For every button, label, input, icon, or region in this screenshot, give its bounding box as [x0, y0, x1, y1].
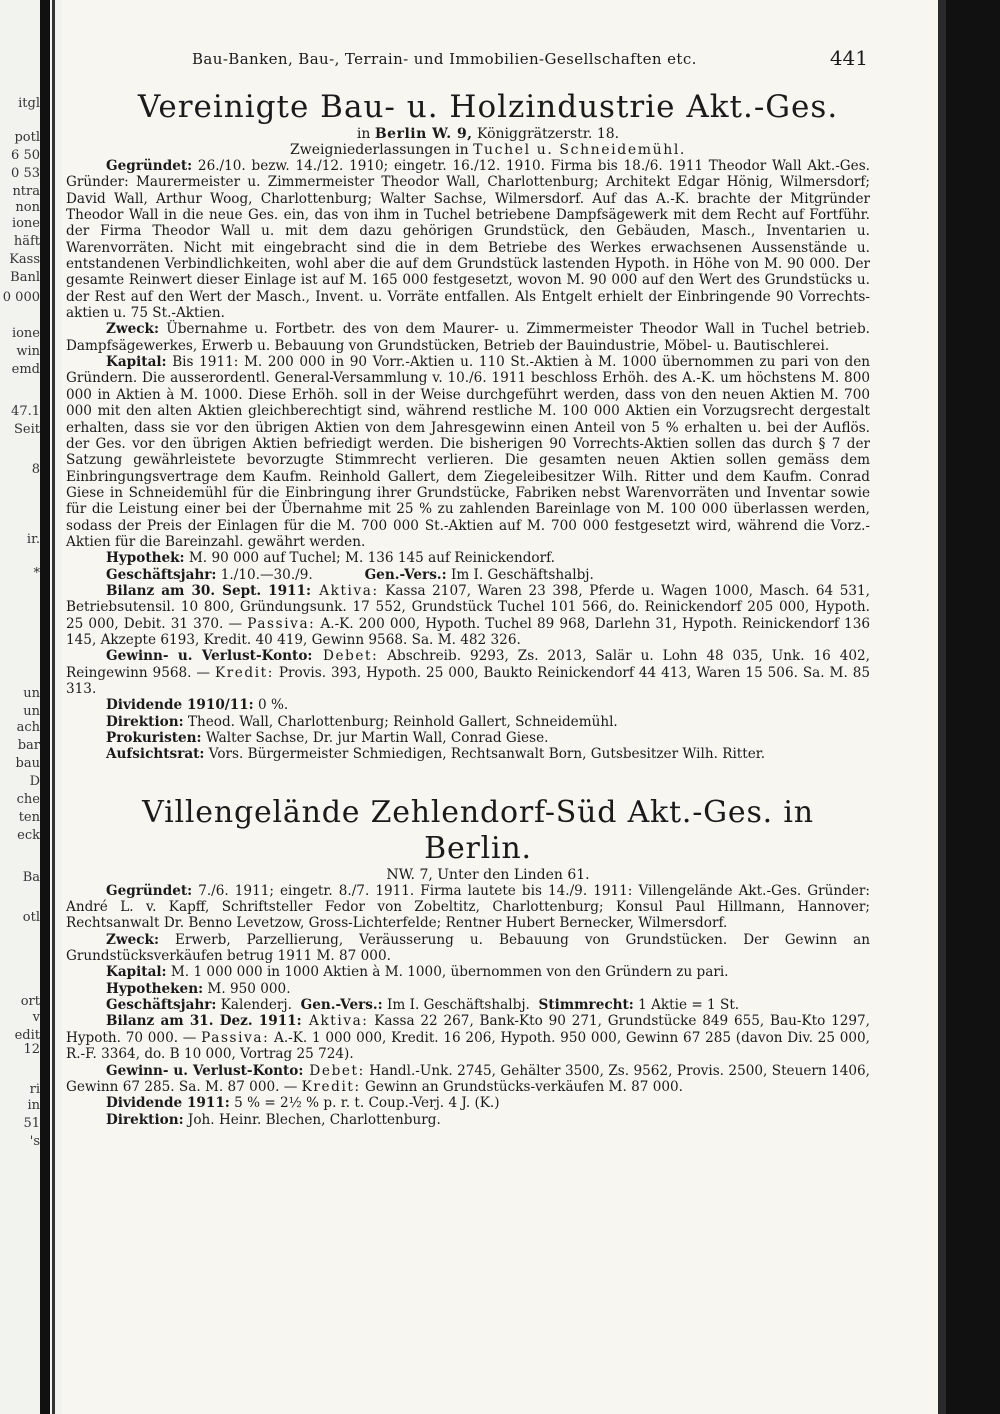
- section-label: Dividende 1911:: [106, 1095, 230, 1112]
- section-text: Abschreib. 9293, Zs. 2013, Salär u. Lohn 48 035, Unk. 16 402, Reingewinn 9568. —: [66, 648, 870, 681]
- section-kapital: [66, 354, 870, 550]
- location-street: Königgrätzerstr. 18.: [472, 126, 620, 142]
- adjacent-page-fragment: emd: [11, 362, 40, 377]
- section-text: Im I. Geschäftshalbj.: [382, 997, 530, 1014]
- running-title: Bau-Banken, Bau-, Terrain- und Immobilien-Gesellschaften etc.: [192, 50, 697, 68]
- section-geschaeftsjahr: [66, 567, 870, 583]
- section-label: Geschäftsjahr:: [106, 566, 217, 583]
- section-zweck: [66, 932, 870, 965]
- section-dividende: [66, 697, 870, 713]
- section-text: Provis. 393, Hypoth. 25 000, Baukto Reinickendorf 44 413, Waren 15 506. Sa. M. 85 313.: [66, 664, 870, 697]
- section-gegruendet: [66, 883, 870, 932]
- section-prokuristen: [66, 730, 870, 746]
- adjacent-page-fragment: Banl: [10, 270, 40, 285]
- page-content: [62, 82, 870, 1128]
- section-text: Joh. Heinr. Blechen, Charlottenburg.: [183, 1111, 441, 1128]
- section-gewinn-verlust: [66, 1063, 870, 1096]
- section-label: Hypotheken:: [106, 980, 204, 997]
- section-text: Im I. Geschäftshalbj.: [446, 566, 594, 583]
- branch-places: Tuchel u. Schneidemühl.: [473, 142, 686, 158]
- section-label: Gewinn- u. Verlust-Konto:: [106, 648, 313, 665]
- adjacent-page-fragment: Ba: [22, 870, 40, 885]
- page-edge-shadow: [938, 0, 946, 1414]
- section-label: Zweck:: [106, 931, 159, 948]
- section-label: Gegründet:: [106, 158, 193, 174]
- adjacent-page-fragment: ach: [16, 720, 40, 735]
- adjacent-page-fragment: win: [16, 344, 40, 359]
- section-label: Kapital:: [106, 964, 167, 981]
- adjacent-page-fragment: potl: [14, 130, 40, 145]
- adjacent-page-fragment: itgl: [18, 96, 40, 111]
- adjacent-page-fragment: 12: [23, 1042, 40, 1057]
- adjacent-page-fragment: che: [16, 792, 40, 807]
- section-aufsichtsrat: [66, 746, 870, 762]
- section-direktion: [66, 714, 870, 730]
- section-label: Aufsichtsrat:: [106, 746, 205, 763]
- adjacent-page-fragment: bar: [17, 738, 40, 753]
- adjacent-page-fragment: *: [33, 566, 40, 581]
- section-gegruendet: [66, 158, 870, 321]
- section-label: Dividende 1910/11:: [106, 697, 254, 714]
- company-address: NW. 7, Unter den Linden 61.: [386, 866, 590, 883]
- section-hypothek: [66, 550, 870, 566]
- company-branches: [106, 142, 870, 158]
- section-text: 1 Aktie = 1 St.: [633, 997, 740, 1014]
- section-text: Kassa 2107, Waren 23 398, Pferde u. Wagen 1000, Masch. 64 531, Betriebsutensil. 10 800, Gründungsunk. 17 552, Grundstück Tuchel 101 566, do. Reinickendorf 205 000, Hypoth. 25 000, Debit. 31 370. —: [66, 582, 870, 632]
- aktiva-label: Aktiva:: [301, 1013, 369, 1030]
- adjacent-page-fragment: un: [23, 704, 40, 719]
- company-title: Villengelände Zehlendorf-Süd Akt.-Ges. in Berlin.: [142, 794, 814, 866]
- binding-line: [52, 0, 55, 1414]
- kredit-label: Kredit:: [214, 664, 274, 681]
- section-text: 0 %.: [253, 697, 289, 714]
- section-text: 7./6. 1911; eingetr. 8./7. 1911. Firma lautete bis 14./9. 1911: Villengelände Akt.-Ges. Gründer: André L. v. Kapff, Schriftsteller Fedor von Zobeltitz, Charlottenburg; Konsul Paul Hillmann, Hannover; Rechtsanwalt Dr. Benno Levetzow, Gross-Lichterfelde; Rentner Hubert Bernecker, Wilmersdorf.: [66, 882, 870, 932]
- section-hypotheken: [66, 981, 870, 997]
- section-bilanz: [66, 1013, 870, 1062]
- section-text: Handl.-Unk. 2745, Gehälter 3500, Zs. 9562, Provis. 2500, Steuern 1406, Gewinn 67 285. Sa. M. 87 000. —: [66, 1062, 870, 1095]
- section-text: Vors. Bürgermeister Schmiedigen, Rechtsanwalt Born, Gutsbesitzer Wilh. Ritter.: [204, 746, 766, 763]
- section-label: Bilanz am 31. Dez. 1911:: [106, 1013, 302, 1030]
- section-text: M. 1 000 000 in 1000 Aktien à M. 1000, übernommen von den Gründern zu pari.: [166, 964, 729, 981]
- adjacent-page-fragment: otl: [22, 910, 40, 925]
- section-label: Direktion:: [106, 713, 184, 730]
- section-text: M. 950 000.: [203, 980, 291, 997]
- company-location: [106, 126, 870, 142]
- binding-shadow: [40, 0, 50, 1414]
- section-text: Walter Sachse, Dr. jur Martin Wall, Conrad Giese.: [201, 730, 549, 747]
- adjacent-page-fragment: eck: [17, 828, 40, 843]
- section-text: Kalenderj.: [216, 997, 292, 1014]
- adjacent-page-fragment: 8: [31, 462, 40, 477]
- adjacent-page-fragment: Kass: [9, 252, 40, 267]
- adjacent-page-fragment: 0 53: [11, 166, 40, 181]
- adjacent-page-fragment: ten: [18, 810, 40, 825]
- section-direktion: [66, 1112, 870, 1128]
- section-dividende: [66, 1095, 870, 1111]
- section-text: Bis 1911: M. 200 000 in 90 Vorr.-Aktien u. 110 St.-Aktien à M. 1000 übernommen zu pari von den Gründern. Die ausserordentl. General-Versammlung v. 10./6. 1911 beschloss Erhöh. des A.-K. um höchstens M. 800 000 in Aktien à M. 1000. Diese Erhöh. soll in der Weise durchgeführt werden, dass von den neuen Aktien M. 700 000 mit den alten Aktien gleichberechtigt sind, während restliche M. 100 000 Aktien ein Vorzugsrecht dergestalt erhalten, dass sie vor den übrigen Aktien von dem Jahresgewinn einen Anteil von 5 % erhalten u. bei der Auflös. der Ges. vor den übrigen Aktien befriedigt werden. Die bisherigen 90 Vorrechts-Aktien sollen das durch § 7 der Satzung gewährleistete bevorzugte Stimmrecht verlieren. Die gesamten neuen Aktien sollen gemäss dem Einbringungsvertrage dem Kaufm. Reinhold Gallert, dem Ziegeleibesitzer Wilh. Ritter und dem Kaufm. Conrad Giese in Schneidemühl für die Einbringung ihrer Grundstücke, Fabriken nebst Warenvorräten und Inventar sowie für die Leistung einer bei der Übernahme mit 25 % zu zahlenden Bareinlage von M. 100 000 überlassen werden, sodass der Preis der Einlagen für die M. 700 000 St.-Aktien auf M. 700 000 festgesetzt wird, während die Vorz.-Aktien für die Bareinzahl. gewährt werden.: [66, 354, 870, 550]
- branch-prefix: Zweigniederlassungen in: [290, 142, 474, 158]
- section-zweck: [66, 321, 870, 354]
- section-label: Zweck:: [106, 321, 159, 338]
- location-prefix: in: [356, 126, 375, 142]
- section-label: Hypothek:: [106, 550, 185, 567]
- section-bilanz: [66, 583, 870, 648]
- adjacent-page-fragment: bau: [15, 756, 40, 771]
- adjacent-page-fragment: non: [15, 200, 40, 215]
- section-text: Erwerb, Parzellierung, Veräusserung u. Bebauung von Grundstücken. Der Gewinn an Grundstücksverkäufen betrug 1911 M. 87 000.: [66, 931, 870, 965]
- adjacent-page-fragment: Seit: [14, 422, 40, 437]
- passiva-label: Passiva:: [247, 615, 316, 632]
- section-label: Gen.-Vers.:: [300, 997, 383, 1014]
- section-label: Stimmrecht:: [538, 997, 634, 1014]
- adjacent-page-fragment: ri: [29, 1082, 40, 1097]
- section-text: Kassa 22 267, Bank-Kto 90 271, Grundstücke 849 655, Bau-Kto 1297, Hypoth. 70 000. —: [66, 1013, 870, 1046]
- section-text: Theod. Wall, Charlottenburg; Reinhold Gallert, Schneidemühl.: [183, 713, 618, 730]
- passiva-label: Passiva:: [201, 1029, 270, 1046]
- location-city: Berlin W. 9,: [374, 126, 473, 142]
- document-page: [62, 0, 938, 1414]
- adjacent-page-fragment: häft: [13, 234, 40, 249]
- section-text: A.-K. 200 000, Hypoth. Tuchel 89 968, Darlehn 31, Hypoth. Reinickendorf 136 145, Akzepte 6193, Kredit. 40 419, Gewinn 9568. Sa. M. 482 326.: [66, 615, 870, 648]
- section-label: Geschäftsjahr:: [106, 997, 217, 1014]
- section-kapital: [66, 964, 870, 980]
- debet-label: Debet:: [312, 648, 379, 665]
- section-text: Gewinn an Grundstücks-verkäufen M. 87 000.: [360, 1078, 683, 1095]
- company-title: Vereinigte Bau- u. Holzindustrie Akt.-Ges.: [137, 89, 839, 125]
- adjacent-page-fragment: 51: [23, 1116, 40, 1131]
- adjacent-page-fragment: ione: [11, 326, 40, 341]
- adjacent-page-fragment: D: [29, 774, 40, 789]
- scan-background: [946, 0, 1000, 1414]
- section-label: Direktion:: [106, 1111, 184, 1128]
- debet-label: Debet:: [303, 1062, 365, 1079]
- section-label: Gegründet:: [106, 882, 193, 899]
- adjacent-page-fragment: v: [32, 1010, 40, 1025]
- adjacent-page-fragment: 0 000: [2, 290, 40, 305]
- section-text: 5 % = 2½ % p. r. t. Coup.-Verj. 4 J. (K.): [229, 1095, 500, 1112]
- section-gewinn-verlust: [66, 648, 870, 697]
- section-geschaeftsjahr: [66, 997, 870, 1013]
- adjacent-page-fragment: 6 50: [11, 148, 40, 163]
- aktiva-label: Aktiva:: [310, 582, 379, 599]
- adjacent-page-fragment: 's: [29, 1134, 40, 1149]
- page-number: 441: [829, 46, 868, 70]
- adjacent-page-fragment: ione: [11, 216, 40, 231]
- section-text: A.-K. 1 000 000, Kredit. 16 206, Hypoth. 950 000, Gewinn 67 285 (davon Div. 25 000, R.-F. 3364, do. B 10 000, Vortrag 25 724).: [66, 1029, 870, 1063]
- adjacent-page-fragment: 47.1: [11, 404, 40, 419]
- section-label: Prokuristen:: [106, 730, 202, 747]
- running-head: [62, 46, 938, 72]
- section-label: Gen.-Vers.:: [364, 566, 447, 583]
- section-text: Übernahme u. Fortbetr. des von dem Maurer- u. Zimmermeister Theodor Wall in Tuchel betrieb. Dampfsägewerkes, Erwerb u. Bebauung von Grundstücken, Betrieb der Bauindustrie, Möbel- u. Bautischlerei.: [66, 321, 870, 354]
- adjacent-page-fragment: in: [27, 1098, 40, 1113]
- section-label: Gewinn- u. Verlust-Konto:: [106, 1062, 304, 1079]
- adjacent-page-fragment: un: [23, 686, 40, 701]
- section-text: 26./10. bezw. 14./12. 1910; eingetr. 16./12. 1910. Firma bis 18./6. 1911 Theodor Wall Akt.-Ges. Gründer: Maurermeister u. Zimmermeister Theodor Wall, Charlottenburg; Architekt Edgar Hönig, Wilmersdorf; David Wall, Arthur Woog, Charlottenburg; Walter Sachse, Wilmersdorf. Auf das A.-K. brachte der Mitgründer Theodor Wall in die neue Ges. ein, das von ihm in Tuchel betriebene Dampfsägewerk mit dem Recht auf Fortführ. der Firma Theodor Wall u. mit dem dazu gehörigen Grundstück, den Gebäuden, Masch., Inventarien u. Warenvorräten. Nicht mit eingebracht sind die in dem Betriebe des Werkes erwachsenen Aussenstände u. entstandenen Verbindlichkeiten, wohl aber die auf dem Grundstück lastenden Hypoth. in Höhe von M. 90 000. Der gesamte Reinwert dieser Einlage ist auf M. 165 000 festgesetzt, wovon M. 90 000 auf den Wert des Grundstücks u. der Rest auf den Wert der Masch., Invent. u. Vorräte entfallen. Als Entgelt erhielt der Einbringende 90 Vorrechts-aktien u. 75 St.-Aktien.: [66, 158, 870, 322]
- section-label: Bilanz am 30. Sept. 1911:: [106, 582, 311, 599]
- adjacent-page-fragment: edit: [14, 1028, 40, 1043]
- kredit-label: Kredit:: [301, 1078, 361, 1095]
- section-text: 1./10.—30./9.: [216, 566, 313, 583]
- adjacent-page-fragment: ort: [20, 994, 40, 1009]
- adjacent-page-fragment: ir.: [26, 532, 40, 547]
- section-text: M. 90 000 auf Tuchel; M. 136 145 auf Reinickendorf.: [184, 550, 555, 567]
- section-label: Kapital:: [106, 354, 167, 371]
- section-gap: [66, 763, 870, 795]
- adjacent-page-fragment: ntra: [12, 184, 40, 199]
